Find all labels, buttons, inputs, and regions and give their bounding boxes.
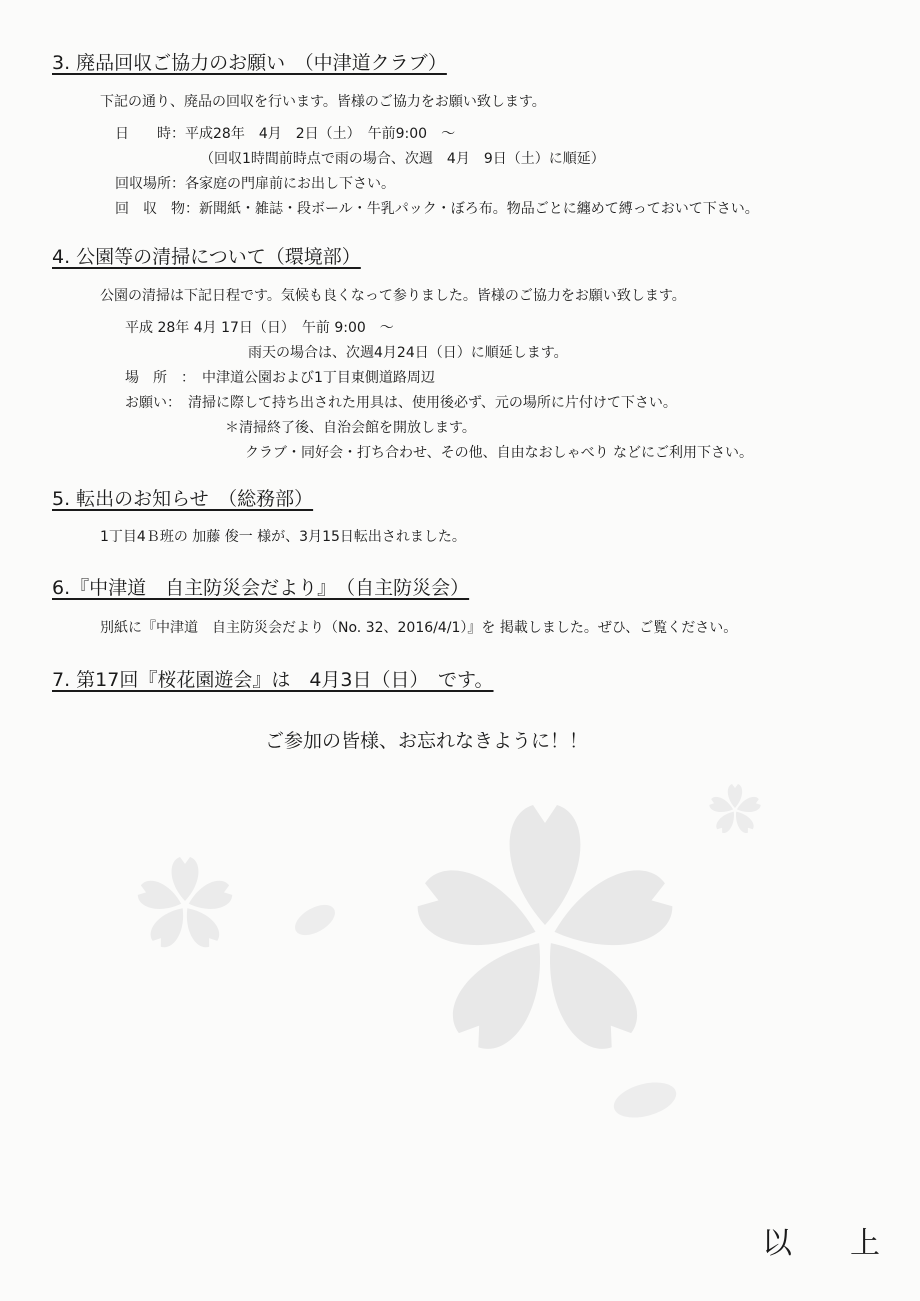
- section-3-items: 回 収 物：新聞紙・雑誌・段ボール・牛乳パック・ぼろ布。物品ごとに纏めて縛っておいて下さい。: [115, 201, 759, 217]
- section-3-date-note: （回収1時間前時点で雨の場合、次週 4月 9日（土）に順延）: [200, 151, 605, 167]
- section-4-heading: 4. 公園等の清掃について（環境部）: [52, 246, 361, 268]
- section-3-heading: 3. 廃品回収ご協力のお願い （中津道クラブ）: [52, 52, 447, 74]
- cherry-blossom-small: [130, 850, 240, 960]
- falling-petal: [290, 895, 340, 945]
- falling-petal: [610, 1075, 680, 1125]
- cherry-blossom-large: [395, 790, 695, 1080]
- section-3-intro: 下記の通り、廃品の回収を行います。皆様のご協力をお願い致します。: [100, 94, 546, 110]
- cherry-blossom-tiny: [705, 780, 765, 840]
- section-5-body: 1丁目4Ｂ班の 加藤 俊一 様が、3月15日転出されました。: [100, 529, 466, 545]
- section-4-date: 平成 28年 4月 17日（日） 午前 9:00 ～: [125, 320, 394, 336]
- section-4-request: お願い： 清掃に際して持ち出された用具は、使用後必ず、元の場所に片付けて下さい。: [125, 395, 677, 411]
- section-4-note-1: ＊清掃終了後、自治会館を開放します。: [225, 420, 476, 436]
- end-mark: 以 上: [762, 1226, 894, 1261]
- section-7-heading: 7. 第17回『桜花園遊会』は 4月3日（日） です。: [52, 669, 494, 691]
- section-3-place: 回収場所：各家庭の門扉前にお出し下さい。: [115, 176, 395, 192]
- section-5-heading: 5. 転出のお知らせ （総務部）: [52, 488, 314, 510]
- section-4-rain-note: 雨天の場合は、次週4月24日（日）に順延します。: [248, 345, 568, 361]
- section-6-body: 別紙に『中津道 自主防災会だより（No. 32、2016/4/1）』を 掲載しました。ぜひ、ご覧ください。: [100, 620, 738, 636]
- section-4-note-2: クラブ・同好会・打ち合わせ、その他、自由なおしゃべり などにご利用下さい。: [245, 445, 754, 461]
- section-7-closing: ご参加の皆様、お忘れなきように！！: [265, 730, 589, 752]
- section-4-place: 場 所 ： 中津道公園および1丁目東側道路周辺: [125, 370, 435, 386]
- section-4-intro: 公園の清掃は下記日程です。気候も良くなって参りました。皆様のご協力をお願い致します。: [100, 288, 686, 304]
- section-3-date: 日 時：平成28年 4月 2日（土） 午前9:00 ～: [115, 126, 456, 142]
- section-6-heading: 6.『中津道 自主防災会だより』 （自主防災会）: [52, 577, 470, 599]
